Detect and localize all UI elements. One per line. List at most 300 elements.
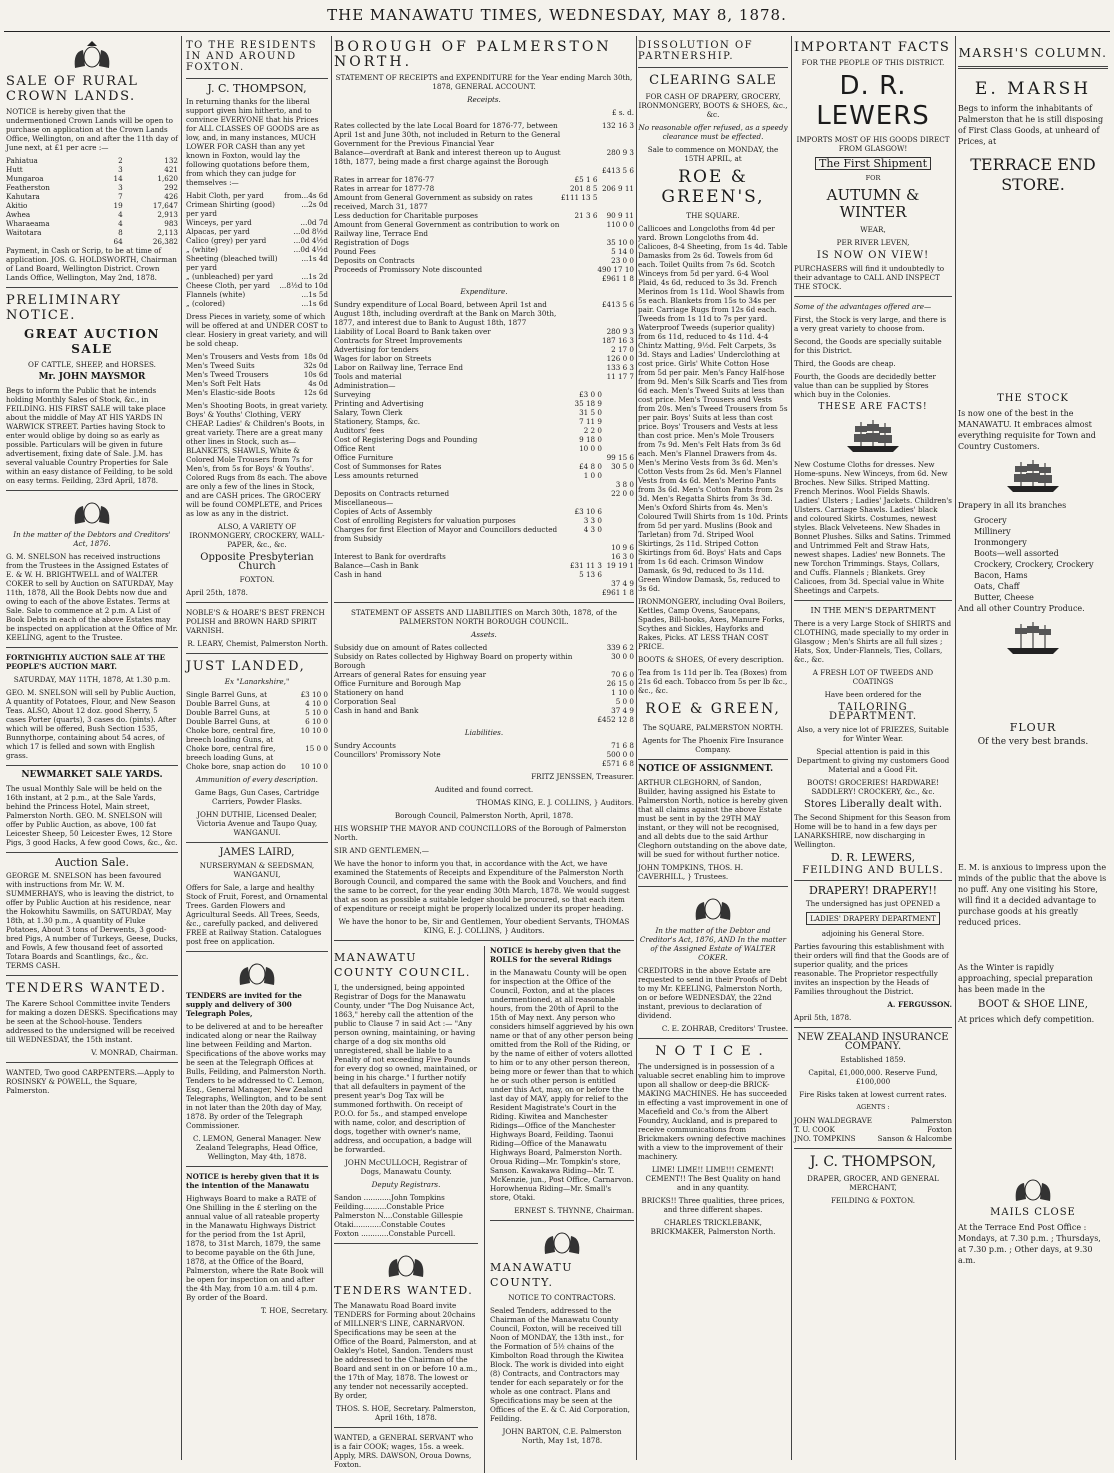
expenditure-row-cell: Contracts for Street Improvements — [334, 336, 463, 345]
expenditure-row-cell: Sundry expenditure of Local Board, between April 1st and August 18th, including overdraft at the Bank on March 30th, 1877, and interest due to Bank to August 18th, 1877 — [334, 300, 557, 327]
auditors-letter: We have the honor to inform you that, in accordance with the Act, we have examined the Statements of Receipts and Expenditure of the Palmerston North Borough Council, and compared the same with the Book and Vouchers, and find the same to be correct, for the year ending 30th March, 1878. We would suggest that as soon as possible a suitable ledger should be procured, so that each item of expenditure or receipt might be properly localized under its proper heading. — [334, 859, 630, 913]
gun-row-cell: 10 10 0 — [300, 762, 328, 771]
maysmor-name: Mr. JOHN MAYSMOR — [38, 372, 146, 382]
expenditure-row — [334, 453, 634, 462]
noble-title: NOBLE'S & HOARE'S BEST FRENCH POLISH and BROWN HARD SPIRIT VARNISH. — [186, 608, 325, 635]
mens-price-row-cell: 12s 6d — [303, 388, 328, 397]
deputy-item: Palmerston N....Constable Gillespie — [334, 1211, 463, 1220]
for-label: FOR — [865, 174, 881, 182]
marsh-list-item: Boots—well assorted — [974, 549, 1059, 558]
fresh-lot: A FRESH LOT OF TWEEDS AND COATINGS — [812, 668, 934, 686]
auction-sale-body: GEORGE M. SNELSON has been favoured with instructions from Mr. W. M. SUMMERHAYS, who is leaving the district, to offer by Public Auction at his residence, near the Hokowhitu Sawmills, on SATURDAY, May 18th, at 1.30 p.m., A quantity of Fluke Potatoes, About 3 tons of Derwents, 3 good-bred Pigs, A number of Turkeys, Geese, Ducks, and Fowls, A few thousand feet of assorted Totara Boards and Scantlings, &c., &c. TERMS CASH. — [6, 871, 178, 970]
thompson-body: In returning thanks for the liberal support given him hitherto, and to convince EVERYONE that his Prices for ALL CLASSES OF GOODS are as low, and, in many instances, MUCH LOWER FOR CASH than any yet known in Foxton, would lay the following quotations before them, from which they can judge for themselves :— — [186, 97, 320, 187]
asset-row-cell: 339 6 2 — [606, 643, 634, 652]
expenditure-row — [334, 516, 634, 525]
receipt-row — [334, 256, 634, 265]
price-row — [186, 200, 328, 218]
expenditure-row-cell: Cash in hand — [334, 570, 382, 579]
lewers-list: New Costume Cloths for dresses. New Home-spuns. New Winceys, from 6d. New Broches. New Silks. Striped Matting. French Merinos. Wool Fields Shawls. Ladies' Ulsters ; Ladies' Jackets. Children's Ulsters. Carriage Shawls. Ladies' black and coloured Skirts. Costumes, newest styles. Black Velveteens. New Shades in Bonnet Plushes. Silks and Satins. Trimmed and Untrimmed Felt and Straw Hats, newest shapes. Ladies' new Bonnets. The new Torchon Trimmings. Stays, Collars, and Cuffs. Flannels ; Blankets. Grey Calicoes, from 3d. Special value in White Sheetings and Carpets. — [794, 460, 952, 595]
asset-row-cell: £452 12 8 — [597, 715, 634, 724]
price-row — [186, 218, 328, 227]
liability-row — [334, 741, 634, 750]
stock-title: THE STOCK — [997, 393, 1069, 404]
expenditure-row — [334, 399, 634, 408]
autumn-winter: AUTUMN & WINTER — [826, 186, 920, 221]
expenditure-table — [334, 300, 634, 597]
marsh-list — [958, 515, 1108, 603]
highways-notice-title: NOTICE is hereby given that it is the intention of the Manawatu — [186, 1172, 319, 1190]
asset-row-cell: 37 4 9 — [611, 706, 634, 715]
expenditure-row — [334, 561, 634, 570]
auditors: THOMAS KING, E. J. COLLINS, } Auditors. — [476, 798, 634, 807]
gun-row-cell: 4 10 0 — [305, 699, 328, 708]
receipt-row — [334, 238, 634, 247]
expenditure-row-cell — [570, 327, 602, 336]
price-row — [186, 299, 328, 308]
expenditure-row-cell: Liability of Local Board to Bank taken over — [334, 327, 491, 336]
mails-close-title: MAILS CLOSE — [990, 1207, 1076, 1218]
debtors-body: G. M. SNELSON has received instructions from the Trustees in the Assigned Estates of E. & W. H. BRIGHTWELL and of WALTER COKER to sell by Auction on SATURDAY, May 11th, 1878, All the Book Debts now due and owing to each of the above Estates. Terms at Sale. Sale to commence at 2 p.m. A List of Book Debts in each of the above Estates may be inspected on application at the Office of Mr. KEELING, agent to the Trustee. — [6, 552, 178, 642]
tenders-sign: V. MONRAD, Chairman. — [91, 1048, 178, 1057]
boot-shoe-body: At prices which defy competition. — [958, 1015, 1095, 1024]
crown-row-cell: 17,647 — [152, 201, 178, 210]
expenditure-row — [334, 588, 634, 597]
expenditure-row-cell: 37 4 9 — [611, 579, 634, 588]
expenditure-row-cell — [602, 390, 634, 399]
column-3 — [334, 36, 634, 1469]
liability-row-cell — [334, 759, 565, 768]
tailoring-dept: TAILORING DEPARTMENT. — [828, 702, 918, 722]
asset-row — [334, 688, 634, 697]
receipt-row-cell: £413 5 6 — [601, 166, 634, 175]
second-shipment: The Second Shipment for this Season from Home will be to hand in a few days per LANARKSHIRE, now discharging in Wellington. — [794, 813, 951, 849]
mens-price-row — [186, 379, 328, 388]
asset-row-cell: Cash in hand and Bank — [334, 706, 419, 715]
mails-close-body: At the Terrace End Post Office : Mondays, at 7.30 p.m. ; Thursdays, at 7.30 p.m. ; Other days, at 9.30 a.m. — [958, 1223, 1101, 1265]
carpenters-wanted: WANTED, Two good CARPENTERS.—Apply to ROSINSKY & POWELL, the Square, Palmerston. — [6, 1068, 175, 1095]
agent-row — [794, 1134, 952, 1143]
rolls-body: in the Manawatu County will be open for inspection at the Office of the Council, Foxton, and at the places undermentioned, at all reasonable hours, from the 20th of April to the 15th of May next. Any person who considers himself aggrieved by his own name or that of any other person being omitted from the Roll of the Riding, or by the name of either of voters allotted to him or to any other person thereon, being more or fewer than that to which he or such other person is entitled under this Act, may, on or before the last day of MAY, apply for relief to the Resident Magistrate's Court in the Riding. Kiwitea and Manchester Ridings—Office of the Manchester Highways Board, Feilding. Taonui Riding—Office of the Manawatu Highways Board, Palmerston North. Oroua Riding—Mr. Tompkin's store, Sanson. Kawakawa Riding—Mr. T. McKenzie, jun., Post Office, Carnarvon. Horowhenua Riding—Mr. Small's store, Otaki. — [490, 968, 634, 1202]
mens-price-row — [186, 352, 328, 361]
drapery-title: DRAPERY! DRAPERY!! — [808, 884, 938, 897]
gun-row — [186, 726, 328, 744]
column-rule — [331, 36, 332, 1460]
jct-sub: DRAPER, GROCER, AND GENERAL MERCHANT, — [807, 1174, 939, 1192]
gun-row-cell: £3 10 0 — [300, 690, 328, 699]
price-row-cell: ...1s 6d — [301, 299, 328, 308]
expenditure-row-cell: Surveying — [334, 390, 371, 399]
lewers-sign: D. R. LEWERS, — [830, 851, 916, 864]
column-rule — [955, 36, 956, 1460]
asset-row-cell: Subsidy on Rates collected by Highway Board on property within Borough — [334, 652, 573, 670]
expenditure-row-cell — [602, 408, 634, 417]
expenditure-row-cell: 187 16 3 — [601, 336, 634, 345]
expenditure-row-cell — [570, 552, 602, 561]
expenditure-row — [334, 480, 634, 489]
guns-table — [186, 690, 328, 771]
county-title: MANAWATU COUNTY. — [490, 1261, 574, 1289]
receipt-row-cell — [561, 274, 598, 283]
laird-sub: NURSERYMAN & SEEDSMAN, WANGANUI, — [199, 861, 315, 879]
receipt-row-cell — [561, 166, 598, 175]
clearing-items: Callicoes and Longcloths from 4d per yard. Brown Longcloths from 4d. Calicoes, 8-4 Sheeting, from 1s 4d. Table Damasks from 2s 6d. Towels from 6d each. Toilet Quilts from 7s 6d. Scotch Winceys from 5d per yard. 6-4 Wool Plaid, 4s 6d, reduced to 3s 3d. French Merinos from 1s 11d. Wool Shawls from 5s each. Blankets from 15s to 34s per pair. Carriage Rugs from 12s 6d each. Tweeds from 1s 11d to 7s per yard. Waterproof Tweeds (superior quality) from 6s 11d, reduced to 4s 11d. 4-4 Chintz Matting, 9½d. Felt Carpets, 3s 3d. Stays and Ladies' Underclothing at cost price. Girls' White Cotton Hose from 5d per pair. Men's Fancy Half-hose from 9d. Men's Silk Scarfs and Ties from 6d each. Men's Tweed Suits at less than cost price. Men's Trousers and Vests from 20s. Men's Tweed Trousers from 5s per pair. Boys' Suits at less than cost price. Boys' Trousers and Vests at less than cost price. Men's Mole Trousers from 7s 9d. Men's Felt Hats from 3s 6d each. Men's Flannel Drawers from 4s. Men's Merino Vests from 3s 6d. Men's Cotton Vests from 2s 6d. Men's Flannel Vests from 4s 6d. Men's Merino Pants from 3s 6d. Men's Cotton Pants from 2s 3d. Men's Regatta Shirts from 3s 3d. Men's Oxford Shirts from 4s. Men's Coloured Twill Shirts from 1s 10d. Prints from 5d per yard. Muslins (Book and Tarletan) from 7d. Striped Wool Skirtings, 2s 11d. Striped Cotton Skirtings from 6d. Boys' Hats and Caps from 1s 6d each. Crimson Window Damask, 6s 9d, reduced to 3s 11d. Green Window Damask, 5s, reduced to 3s 6d. — [638, 224, 788, 593]
roe-green-address: The SQUARE, PALMERSTON NORTH. — [642, 723, 784, 732]
expenditure-row-cell — [334, 579, 570, 588]
asset-row — [334, 652, 634, 670]
liabilities-label: Liabilities. — [464, 728, 504, 737]
deputy-item: Foxton ............Constable Purcell. — [334, 1229, 456, 1238]
asset-row-cell — [334, 715, 597, 724]
expenditure-row — [334, 336, 634, 345]
receipt-row-cell: Amount from General Government as contribution to work on Railway line, Terrace End — [334, 220, 560, 238]
crown-row-cell: 8 — [118, 228, 123, 237]
jct-title: J. C. THOMPSON, — [809, 1154, 937, 1170]
church-date: April 25th, 1878. — [186, 588, 248, 597]
receipt-row — [334, 184, 634, 193]
price-row-cell: ...0d 4½d — [293, 245, 328, 254]
price-row-cell: „ (white) — [186, 245, 218, 254]
expenditure-row — [334, 507, 634, 516]
dissolution-title: DISSOLUTION OF PARTNERSHIP. — [638, 40, 754, 62]
gun-row-cell: 6 10 0 — [305, 717, 328, 726]
newmarket-body: The usual Monthly Sale will be held on the 16th instant, at 2 p.m., at the Sale Yards, behind the Princess Hotel, Main street, Palmerston North. GEO. M. SNELSON will offer by Public Auction, as above, 100 fat Leicester Sheep, 50 Leicester Ewes, 12 Store Pigs, 3 good Hacks, A few good Cows, &c., &c. — [6, 784, 178, 847]
expenditure-row-cell: Cost of Registering Dogs and Pounding — [334, 435, 478, 444]
crown-total-sections: 64 — [113, 237, 123, 246]
receipt-row-cell: £961 1 8 — [601, 274, 634, 283]
expenditure-row-cell: 1 0 0 — [583, 471, 602, 480]
great-auction-title: GREAT AUCTION SALE — [24, 327, 160, 356]
receipt-row-cell: Proceeds of Promissory Note discounted — [334, 265, 483, 274]
expenditure-row-cell: Interest to Bank for overdrafts — [334, 552, 446, 561]
gun-row-cell: Double Barrel Guns, at — [186, 717, 270, 726]
expenditure-row-cell: 280 9 3 — [606, 327, 634, 336]
liability-row-cell: Councillors' Promissory Note — [334, 750, 441, 759]
borough-title: BOROUGH OF PALMERSTON NORTH. — [334, 39, 612, 70]
debtor-body: CREDITORS in the above Estate are requested to send in their Proofs of Debt to my Mr. KEELING, Palmerston North, on or before WEDNESDAY, the 22nd instant, previous to declaration of dividend. — [638, 966, 788, 1020]
gun-row — [186, 699, 328, 708]
mens-price-row-cell: 10s 6d — [303, 370, 328, 379]
crown-row-cell: 4 — [118, 210, 123, 219]
ammunition: Ammunition of every description. — [196, 775, 318, 784]
adjoining: adjoining his General Store. — [821, 929, 925, 938]
receipt-row-cell: Registration of Dogs — [334, 238, 409, 247]
price-row-cell: ...8½d to 10d — [279, 281, 328, 290]
expenditure-row-cell: £3 10 6 — [574, 507, 602, 516]
expenditure-row — [334, 327, 634, 336]
expenditure-row-cell — [602, 498, 634, 507]
receipt-row-cell: £5 1 6 — [574, 175, 598, 184]
nz-insurance-title: NEW ZEALAND INSURANCE COMPANY. — [797, 1032, 949, 1052]
sailing-ship-icon — [1001, 620, 1065, 656]
crown-row — [6, 174, 178, 183]
price-row-cell: from...4s 6d — [284, 191, 328, 200]
expenditure-row — [334, 408, 634, 417]
expenditure-row-cell — [602, 426, 634, 435]
receipts-table — [334, 121, 634, 283]
deputy-item: Otaki............Constable Coutes — [334, 1220, 446, 1229]
expenditure-row-cell — [602, 525, 634, 543]
country-produce: And all other Country Produce. — [958, 604, 1085, 613]
expenditure-row-cell: Less amounts returned — [334, 471, 419, 480]
asset-row — [334, 670, 634, 679]
expenditure-row-cell — [570, 489, 602, 498]
county-sign: JOHN BARTON, C.E. Palmerston North, May 1st, 1878. — [502, 1427, 622, 1445]
tenders-title: TENDERS WANTED. — [6, 981, 167, 996]
maysmor-body: Begs to inform the Public that he intends holding Monthly Sales of Stock, &c., in FEILDING. HIS FIRST SALE will take place about the middle of May AT HIS YARDS IN WARWICK STREET. Parties having Stock to enter would oblige by doing so as early as possible. Particulars will be given in future advertisement, fixing date of Sale. J.M. has several valuable Country Properties for Sale within an easy distance of Feilding, to be sold on easy terms. Feilding, 23rd April, 1878. — [6, 386, 173, 485]
advantages-label: Some of the advantages offered are— — [794, 302, 932, 311]
crown-row — [6, 165, 178, 174]
expenditure-row-cell — [602, 417, 634, 426]
crown-row-cell: Featherston — [6, 183, 50, 192]
purchasers: PURCHASERS will find it undoubtedly to their advantage to CALL AND INSPECT THE STOCK. — [794, 264, 945, 291]
expenditure-row-cell: Advertising for tenders — [334, 345, 419, 354]
crown-row-cell: 1,620 — [157, 174, 178, 183]
receipt-row-cell: Pound Fees — [334, 247, 376, 256]
expenditure-row-cell — [570, 336, 602, 345]
receipt-row-cell — [334, 166, 561, 175]
boots-shoes: BOOTS & SHOES, Of every description. — [638, 655, 784, 664]
expenditure-row — [334, 570, 634, 579]
mens-price-table — [186, 352, 328, 397]
currency-header: £ s. d. — [611, 108, 634, 117]
agent-row-cell: Palmerston — [910, 1116, 952, 1125]
expenditure-row-cell — [602, 381, 634, 390]
receipt-row-cell: 110 0 0 — [606, 220, 634, 229]
receipt-row-cell — [561, 247, 598, 256]
noble-sign: R. LEARY, Chemist, Palmerston North. — [187, 639, 328, 648]
expenditure-row-cell: 126 0 0 — [606, 354, 634, 363]
expenditure-row-cell: 7 11 9 — [579, 417, 602, 426]
mcc-title: MANAWATU COUNTY COUNCIL. — [334, 951, 471, 979]
crown-row-cell: 3 — [118, 183, 123, 192]
expenditure-row-cell: Miscellaneous— — [334, 498, 394, 507]
debtor-title: In the matter of the Debtor and Creditor's Act, 1876, AND In the matter of the Assigned Estate of WALTER COKER. — [639, 926, 787, 962]
road-tenders-title: TENDERS WANTED. — [334, 1284, 474, 1297]
price-row-cell: ...2s 0d — [301, 200, 328, 209]
agent-row — [794, 1116, 952, 1125]
column-6 — [958, 36, 1108, 1460]
these-are-facts: THESE ARE FACTS! — [818, 402, 928, 412]
asset-row-cell: Office Furniture and Borough Map — [334, 679, 461, 688]
price-row-cell: „ (unbleached) per yard — [186, 272, 274, 281]
agent-row-cell: Foxton — [927, 1125, 952, 1134]
expenditure-row-cell: Wages for labor on Streets — [334, 354, 432, 363]
receipt-row — [334, 247, 634, 256]
expenditure-row-cell — [334, 588, 570, 597]
expenditure-row — [334, 462, 634, 471]
gun-row — [186, 717, 328, 726]
feilding-bulls: FEILDING AND BULLS. — [802, 865, 944, 876]
receipt-row — [334, 175, 634, 184]
fortnightly-sale-title: FORTNIGHTLY AUCTION SALE AT THE PEOPLE'S AUCTION MART. — [6, 653, 166, 671]
gun-row-cell: 10 10 0 — [300, 726, 328, 735]
expenditure-row-cell: 35 18 9 — [574, 399, 602, 408]
expenditure-row-cell: Balance—Cash in Bank — [334, 561, 419, 570]
expenditure-row-cell — [570, 480, 602, 489]
expenditure-row-cell — [570, 588, 602, 597]
crown-row-cell: Kahutara — [6, 192, 40, 201]
liability-row — [334, 750, 634, 759]
foxton-title: TO THE RESIDENTS IN AND AROUND FOXTON. — [186, 40, 318, 73]
crown-row-cell: Hutt — [6, 165, 23, 174]
expenditure-row-cell: 5 13 6 — [579, 570, 602, 579]
marsh-column-title: MARSH'S COLUMN. — [958, 46, 1108, 60]
price-row — [186, 245, 328, 254]
price-row-cell: ...1s 5d — [301, 290, 328, 299]
receipt-row-cell: 35 10 0 — [606, 238, 634, 247]
assignment-trustees: JOHN TOMPKINS, THOS. H. CAVERHILL, } Trustees. — [638, 863, 743, 881]
county-body: Sealed Tenders, addressed to the Chairman of the Manawatu County Council, Foxton, will be received till Noon of MONDAY, the 13th inst., for the Formation of 5½ chains of the Kimbolton Road through the Kiwitea Block. The work is divided into eight (8) Contracts, and Contractors may tender for each separately or for the whole as one contract. Plans and Specifications may be seen at the Offices of the E. & C. Aid Corporation, Feilding. — [490, 1306, 630, 1423]
stores-liberally: Stores Liberally dealt with. — [803, 799, 943, 810]
expenditure-row — [334, 372, 634, 381]
mens-price-row-cell: Men's Trousers and Vests from — [186, 352, 300, 361]
sale-commence: Sale to commence on MONDAY, the 15TH APRIL, at — [647, 145, 779, 163]
mens-price-row-cell: Men's Tweed Trousers — [186, 370, 269, 379]
tea: Tea from 1s 11d per lb. Tea (Boxes) from 21s 6d each. Tobacco from 5s per lb &c., &c., &c. — [638, 668, 788, 695]
expenditure-row-cell: £413 5 6 — [601, 300, 634, 309]
royal-crest-icon — [230, 957, 284, 987]
gun-row-cell: 15 0 0 — [305, 744, 328, 753]
price-row-cell: Habit Cloth, per yard — [186, 191, 264, 200]
receipt-row-cell: Rates in arrear for 1877-78 — [334, 184, 435, 193]
assets-label: Assets. — [471, 630, 497, 639]
crown-row-cell: Akitio — [6, 201, 28, 210]
crown-row — [6, 156, 178, 165]
fergusson: A. FERGUSSON. — [887, 1000, 952, 1009]
expenditure-row — [334, 354, 634, 363]
expenditure-row-cell — [602, 516, 634, 525]
anxious-body: E. M. is anxious to impress upon the minds of the public that the above is no puff. Any one visiting his Store, will find it a decided advantage to purchase goods at his greatly reduced prices. — [958, 863, 1107, 927]
price-row — [186, 281, 328, 290]
expenditure-row — [334, 417, 634, 426]
receipt-row-cell — [597, 193, 634, 211]
receipt-row-cell: Less deduction for Charitable purposes — [334, 211, 478, 220]
wear: WEAR, — [860, 225, 886, 234]
telegraph-title: TENDERS are invited for the supply and delivery of 300 Telegraph Poles, — [186, 991, 302, 1018]
receipt-row-cell — [561, 148, 598, 166]
expenditure-row — [334, 579, 634, 588]
receipt-row-cell: Amount from General Government as subsidy on rates received, March 31, 1877 — [334, 193, 533, 211]
expenditure-row — [334, 435, 634, 444]
receipt-row-cell — [561, 121, 598, 148]
clearing-sale-sub: FOR CASH OF DRAPERY, GROCERY, IRONMONGERY, BOOTS & SHOES, &c., &c. — [638, 92, 788, 119]
masthead-rule — [4, 31, 1110, 32]
price-row-cell: ...0d 4½d — [293, 236, 328, 245]
crown-lands-title: SALE OF RURAL CROWN LANDS. — [6, 74, 139, 104]
expenditure-row-cell — [570, 498, 602, 507]
liabilities-table — [334, 741, 634, 768]
foxton-price-table — [186, 191, 328, 308]
receipt-row-cell: 280 9 3 — [606, 148, 634, 157]
deputy-label: Deputy Registrars. — [371, 1180, 441, 1189]
highways-notice-body: Highways Board to make a RATE of One Shilling in the £ sterling on the annual value of all rateable property in the Manawatu Highways District for the period from the 1st April, 1878, to 31st March, 1879, the same to become payable on the 6th June, 1878, at the Office of the Board, Palmerston, where the Rate Book will be open for inspection on and after the 4th May, from 10 a.m. till 4 p.m. By order of the Board. — [186, 1194, 324, 1302]
marsh-list-item: Oats, Chaff — [974, 582, 1020, 591]
telegraph-body: to be delivered at and to be hereafter indicated along or near the Railway line between Feilding and Marton. Specifications of the above works may be seen at the Telegraph Offices at Bulls, Feilding, and Palmerston North. Tenders to be addressed to C. Lemon, Esq., General Manager, New Zealand Telegraphs, Wellington, and to be sent in not later than the 20th day of May, 1878. By order of the Telegraph Commissioner. — [186, 1022, 327, 1130]
royal-crest-icon — [686, 892, 740, 922]
expenditure-row-cell: Copies of Acts of Assembly — [334, 507, 433, 516]
price-row-cell: „ (colored) — [186, 299, 225, 308]
expenditure-row-cell — [602, 471, 634, 480]
rolls-sign: ERNEST S. THYNNE, Chairman. — [514, 1206, 634, 1215]
church-place: FOXTON. — [239, 575, 275, 584]
expenditure-row-cell — [602, 570, 634, 579]
crown-lands-body: NOTICE is hereby given that the undermentioned Crown Lands will be open to purchase on application at the Crown Lands Office, Wellington, on and after the 11th day of June next, at £1 per acre :— — [6, 107, 178, 152]
lewers-imports: IMPORTS MOST OF HIS GOODS DIRECT FROM GLASGOW! — [796, 135, 950, 153]
asset-row-cell: 30 0 0 — [611, 652, 634, 661]
important-facts-title: IMPORTANT FACTS — [794, 40, 951, 55]
receipt-row — [334, 265, 634, 274]
receipt-row — [334, 121, 634, 148]
expenditure-row-cell: 2 17 0 — [611, 345, 634, 354]
agents-table — [794, 1116, 952, 1143]
advantage-third: Third, the Goods are cheap. — [794, 359, 896, 368]
crown-row-cell: Mungaroa — [6, 174, 44, 183]
expenditure-row-cell: Cost of Summonses for Rates — [334, 462, 442, 471]
gun-row-cell: 5 10 0 — [305, 708, 328, 717]
royal-crest-icon — [65, 496, 119, 526]
expenditure-row-cell: 99 15 6 — [606, 453, 634, 462]
marsh-list-item: Bacon, Hams — [974, 571, 1028, 580]
receipt-row — [334, 211, 634, 220]
telegraph-sign: C. LEMON, General Manager. New Zealand Telegraphs, Head Office, Wellington, May 4th, 1878. — [193, 1134, 321, 1161]
receipt-row-cell: 201 8 5 — [569, 184, 598, 193]
expenditure-row-cell: £31 11 3 — [569, 561, 602, 570]
mcc-sign: JOHN McCULLOCH, Registrar of Dogs, Manawatu County. — [345, 1158, 467, 1176]
established: Established 1859. — [840, 1055, 906, 1064]
receipt-row-cell — [561, 238, 598, 247]
expenditure-row-cell — [570, 372, 602, 381]
crown-lands-sign: Payment, in Cash or Scrip, to be at time of application. JOS. G. HOLDSWORTH, Chairman of Land Board, Wellington District. Crown Lands Office, Wellington, May 2nd, 1878. — [6, 246, 177, 282]
marsh-list-item: Millinery — [974, 527, 1011, 536]
crown-row — [6, 219, 178, 228]
deputy-item: Feilding..........Constable Price — [334, 1202, 445, 1211]
expenditure-row-cell — [602, 444, 634, 453]
gun-row-cell: Single Barrel Guns, at — [186, 690, 267, 699]
receipt-row — [334, 166, 634, 175]
lewers-title: D. R. LEWERS — [816, 71, 930, 131]
road-tenders-body: The Manawatu Road Board invite TENDERS for Forming about 20chains of MILLNER'S LINE, CARNARVON. Specifications may be seen at the Office of the Board, Palmerston, and at Oakley's Hotel, Sandon. Tenders must be addressed to the Chairman of the Board and sent in on or before 10 a.m., the 17th of May, 1878. The lowest or any tender not necessarily accepted. By order, — [334, 1301, 478, 1400]
mens-dept-title: IN THE MEN'S DEPARTMENT — [810, 606, 936, 615]
assets-table — [334, 643, 634, 724]
column-rule — [181, 36, 182, 1460]
liability-row — [334, 759, 634, 768]
receipts-label: Receipts. — [467, 95, 501, 104]
crown-row — [6, 210, 178, 219]
royal-crest-icon — [535, 1226, 589, 1256]
expenditure-row-cell: Auditors' fees — [334, 426, 385, 435]
price-row — [186, 290, 328, 299]
laird-body: Offers for Sale, a large and healthy Stock of Fruit, Forest, and Ornamental Trees. Garden Flowers and Agricultural Seeds. All Trees, Seeds, &c., carefully packed, and delivered FREE at Railway Station. Catalogues post free on application. — [186, 883, 328, 946]
opposite-church: Opposite Presbyterian Church — [200, 552, 314, 572]
debtors-title: In the matter of the Debtors and Creditors' Act, 1876. — [13, 530, 171, 548]
expenditure-row-cell — [334, 480, 570, 489]
sailing-ship-icon — [841, 418, 905, 454]
mens-price-row-cell: Men's Soft Felt Hats — [186, 379, 261, 388]
clearing-sale-title: CLEARING SALE — [649, 73, 777, 88]
gun-row-cell: Choke bore, central fire, breech loading Guns, at — [186, 726, 276, 744]
expenditure-row-cell: Printing and Advertising — [334, 399, 424, 408]
expenditure-row-cell — [570, 453, 602, 462]
agent-row-cell: JNO. TOMPKINS — [794, 1134, 856, 1143]
lime-cement: LIME! LIME!! LIME!!! CEMENT! CEMENT!! The Best Quality on hand and in any quantity. — [645, 1165, 781, 1192]
price-row-cell: ...0d 8½d — [293, 227, 328, 236]
crown-lands-table — [6, 156, 178, 246]
price-row — [186, 227, 328, 236]
expenditure-row — [334, 381, 634, 390]
crown-row-cell: 292 — [164, 183, 178, 192]
fortnightly-sale-body: GEO. M. SNELSON will sell by Public Auction, A quantity of Potatoes, Flour, and New Season Teas. ALSO, About 12 doz. good Sherry, 5 cases Porter (quarts), 3 cases do. (pints). After which will be offered, Bush Section 1535, Bunnythorpe, containing about 54 acres, of which 17 is felled and sown with English grass. — [6, 688, 177, 760]
masthead: THE MANAWATU TIMES, WEDNESDAY, MAY 8, 1878. — [327, 6, 787, 24]
